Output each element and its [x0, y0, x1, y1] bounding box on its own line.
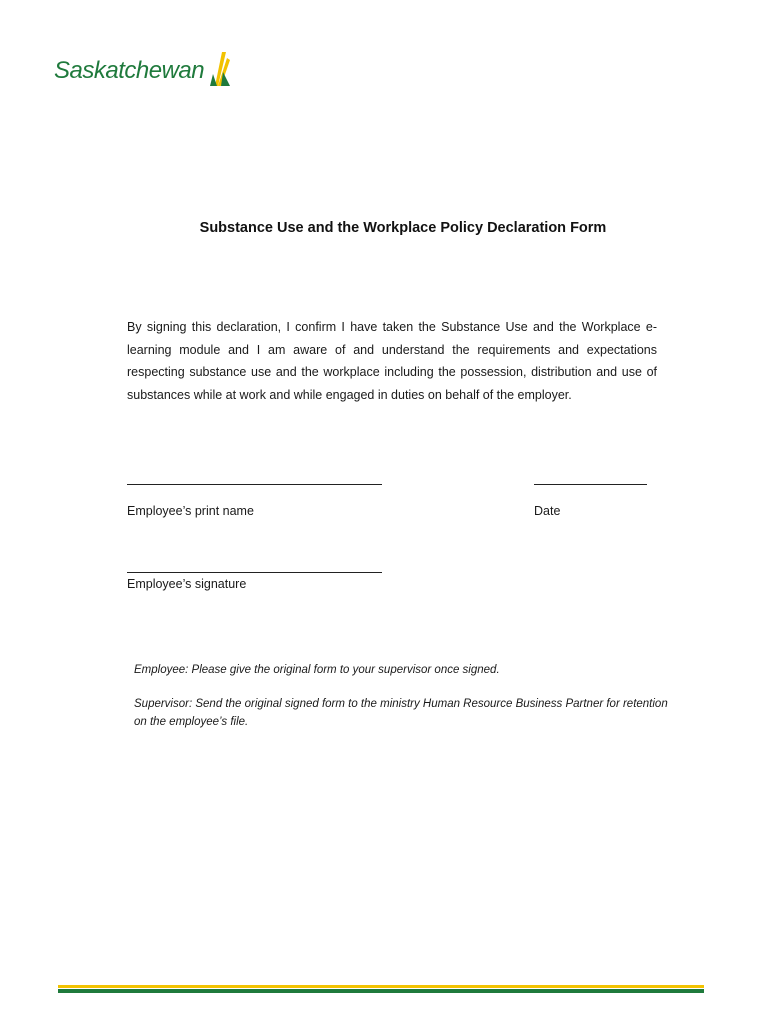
supervisor-note: Supervisor: Send the original signed form to the ministry Human Resource Business Partner for retention on the employee’s file.	[134, 698, 668, 728]
form-title: Substance Use and the Workplace Policy Declaration Form	[199, 220, 607, 236]
print-name-line[interactable]	[127, 484, 382, 485]
footer-gold-bar	[58, 985, 704, 988]
signature-label: Employee’s signature	[127, 577, 247, 591]
employee-note: Employee: Please give the original form to your supervisor once signed.	[134, 664, 500, 676]
wheat-sheaf-icon	[206, 52, 232, 90]
date-label: Date	[534, 504, 561, 518]
saskatchewan-logo	[54, 52, 244, 92]
footer-green-bar	[58, 989, 704, 993]
date-line[interactable]	[534, 484, 647, 485]
signature-line[interactable]	[127, 572, 382, 573]
declaration-text: By signing this declaration, I confirm I have taken the Substance Use and the Workplace e-learning module and I am aware of and understand the requirements and expectations respecting substance use and the workplace including the possession, distribution and use of substances while at work and while engaged in duties on behalf of the employer.	[127, 320, 657, 402]
logo-wordmark: Saskatchewan	[54, 57, 205, 84]
print-name-label: Employee’s print name	[127, 504, 254, 518]
